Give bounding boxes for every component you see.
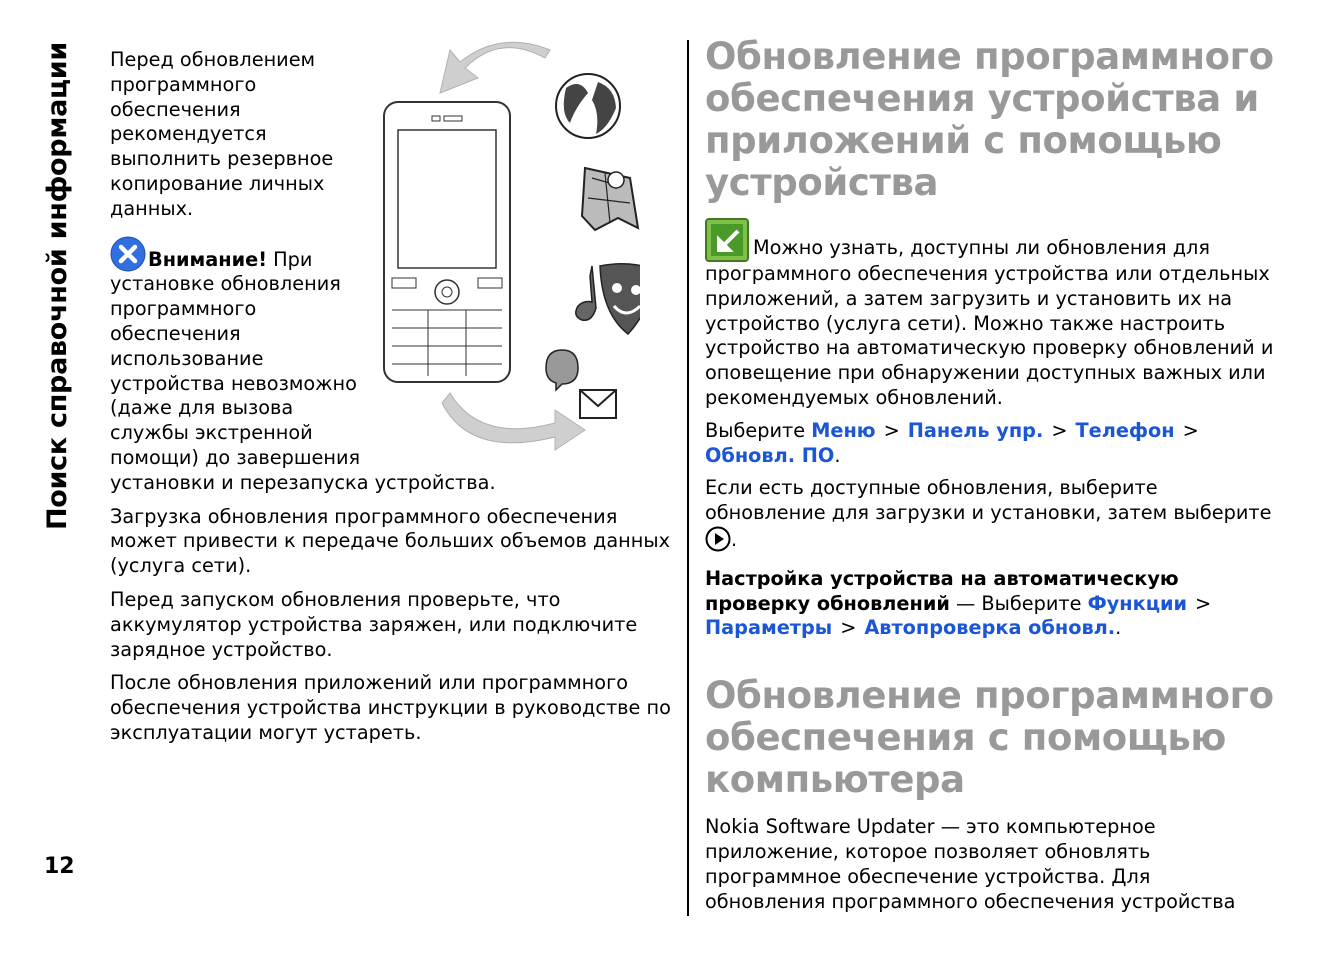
info-text: Можно узнать, доступны ли обновления для программного обеспечения устройства или отдельных приложений, а затем загрузить и установить их на устройство (услуга сети). Можно также настроить устройство на автоматическую проверку обновлений и оповещение при обнаружении доступных важных или рекомендуемых обновлений.: [705, 236, 1274, 409]
control-panel-link[interactable]: Панель упр.: [907, 418, 1044, 442]
menu-link[interactable]: Меню: [811, 418, 876, 442]
sidebar-section-title: Поиск справочной информации: [42, 42, 73, 530]
battery-paragraph: Перед запуском обновления проверьте, что аккумулятор устройства заряжен, или подключите зарядное устройство.: [110, 587, 638, 661]
auto-check-paragraph: Настройка устройства на автоматическую проверку обновлений — Выберите Функции > Параметры > Автопроверка обновл..: [705, 566, 1212, 640]
warning-block: [110, 236, 370, 471]
path-separator: >: [1051, 418, 1068, 442]
info-paragraph: [705, 218, 1275, 411]
software-update-link[interactable]: Обновл. ПО: [705, 443, 835, 467]
auto-check-title: Настройка устройства на автоматическую проверку обновлений: [705, 566, 1179, 615]
right-column: [705, 36, 1275, 922]
backup-paragraph: Перед обновлением программного обеспечения рекомендуется выполнить резервное копирование личных данных.: [110, 48, 334, 220]
data-transfer-paragraph: Загрузка обновления программного обеспечения может привести к передаче больших объемов данных (услуга сети).: [110, 504, 670, 578]
path-separator: >: [1182, 418, 1199, 442]
play-icon[interactable]: [705, 526, 731, 552]
column-divider: [687, 40, 689, 916]
warning-label: Внимание!: [148, 247, 268, 271]
pc-updater-paragraph: Nokia Software Updater — это компьютерное приложение, которое позволяет обновлять программное обеспечение устройства. Для обновления программного обеспечения устройства: [705, 815, 1236, 913]
functions-link[interactable]: Функции: [1087, 591, 1188, 615]
parameters-link[interactable]: Параметры: [705, 616, 833, 640]
warning-text: При установке обновления программного обеспечения использование устройства невозможно (даже для вызова службы экстренной помощи) до завершения: [110, 247, 361, 469]
heading-pc-update: Обновление программного обеспечения с помощью компьютера: [705, 674, 1274, 802]
auto-check-dash: — Выберите: [949, 591, 1082, 615]
available-updates-paragraph: Если есть доступные обновления, выберите обновление для загрузки и установки, затем выберите .: [705, 476, 1272, 551]
auto-check-updates-link[interactable]: Автопроверка обновл.: [864, 616, 1116, 640]
manual-outdated-paragraph: После обновления приложений или программного обеспечения устройства инструкции в руководстве по эксплуатации могут устареть.: [110, 671, 671, 744]
path-separator: >: [840, 616, 857, 640]
path-separator: >: [883, 418, 900, 442]
menu-path-paragraph: Выберите Меню > Панель упр. > Телефон > Обновл. ПО.: [705, 418, 1199, 467]
warning-text-continued: установки и перезапуска устройства.: [110, 470, 496, 494]
info-checkmark-icon: [705, 218, 749, 262]
warning-icon: [110, 236, 146, 272]
select-prefix: Выберите: [705, 418, 806, 442]
phone-link[interactable]: Телефон: [1075, 418, 1175, 442]
available-updates-text: Если есть доступные обновления, выберите обновление для загрузки и установки, затем выберите: [705, 476, 1272, 525]
left-column: [110, 48, 675, 755]
page-number: 12: [44, 854, 75, 879]
heading-device-update: Обновление программного обеспечения устройства и приложений с помощью устройства: [705, 35, 1274, 204]
path-separator: >: [1195, 591, 1212, 615]
